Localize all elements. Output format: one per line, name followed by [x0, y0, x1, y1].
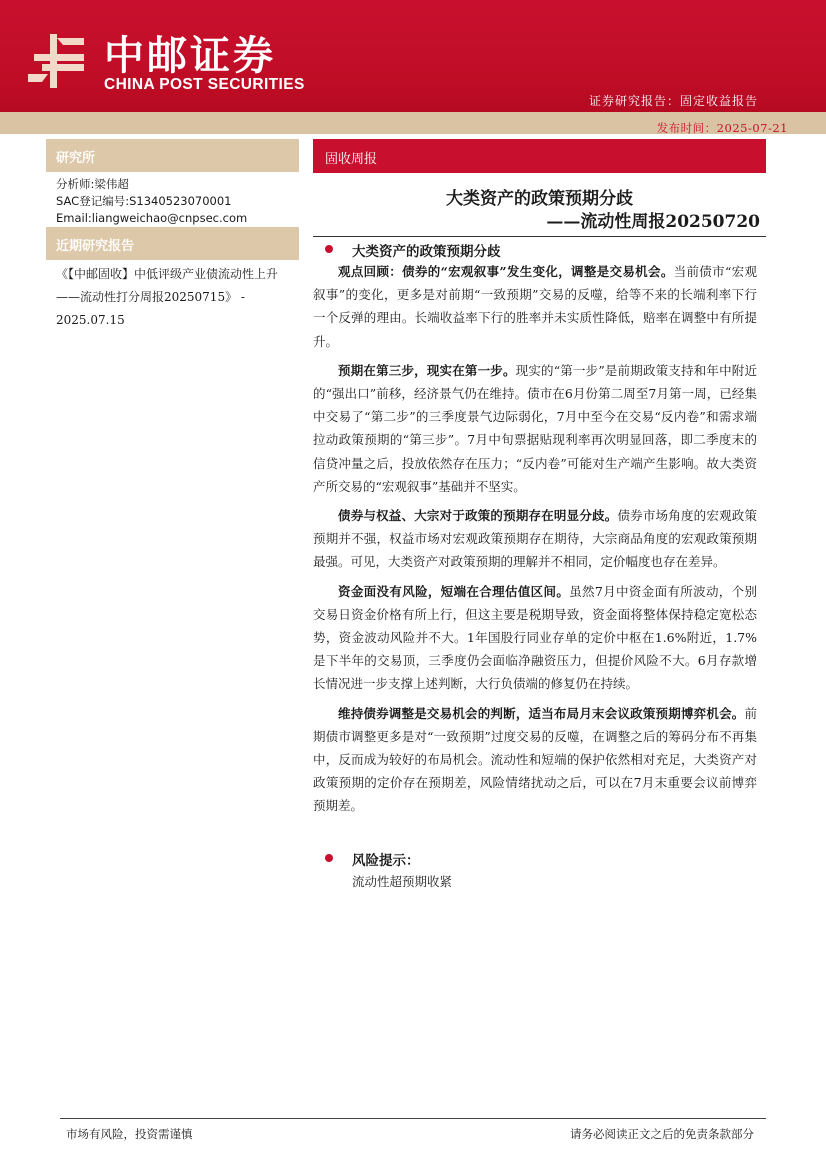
publish-date: 发布时间：2025-07-21	[656, 121, 788, 135]
risk-heading: 风险提示：	[352, 853, 420, 869]
paragraph	[313, 580, 757, 696]
recent-reports-box	[46, 227, 299, 260]
china-post-logo-icon	[28, 30, 90, 92]
paragraph-text: 虽然7月中资金面有所波动，个别交易日资金价格有所上行，但这主要是税期导致，资金面将整体保持稳定宽松态势，资金波动风险并不大。1年国股行同业存单的定价中枢在1.6%附近，1.7%是下半年的交易顶，三季度仍会面临净融资压力，但提价风险不大。6月存款增长情况进一步支撑上述判断，大行负债端的修复仍在持续。	[313, 583, 757, 692]
institute-box	[46, 139, 299, 172]
paragraph-lead: 资金面没有风险，短端在合理估值区间。	[338, 583, 570, 599]
sac-number: SAC登记编号:S1340523070001	[56, 194, 232, 208]
paragraph-lead: 预期在第三步，现实在第一步。	[338, 362, 516, 378]
bullet-icon	[325, 245, 333, 253]
paragraph-text: 前期债市调整更多是对“一致预期”过度交易的反噬，在调整之后的筹码分布不再集中，反而成为较好的布局机会。流动性和短端的保护依然相对充足，大类资产对政策预期的定价存在预期差，风险情绪扰动之后，可以在7月末重要会议前博弈预期差。	[313, 705, 757, 814]
report-body	[313, 260, 757, 824]
report-tag-bar	[313, 139, 766, 173]
brand-name-en: CHINA POST SECURITIES	[104, 76, 305, 93]
paragraph-lead: 维持债券调整是交易机会的判断，适当布局月末会议政策预期博弈机会。	[338, 705, 745, 721]
footer-risk-notice: 市场有风险，投资需谨慎	[66, 1127, 193, 1141]
risk-text: 流动性超预期收紧	[352, 874, 453, 889]
recent-reports-label: 近期研究报告	[56, 239, 135, 254]
institute-label: 研究所	[56, 151, 96, 166]
report-header	[0, 0, 826, 112]
recent-report-link[interactable]: 《【中邮固收】中低评级产业债流动性上升——流动性打分周报20250715》 - 2025.07.15	[56, 267, 279, 327]
paragraph	[313, 504, 757, 574]
paragraph-text: 现实的“第一步”是前期政策支持和年中附近的“强出口”前移，经济景气仍在维持。债市在6月份第二周至7月第一周，已经集中交易了“第二步”的三季度景气边际弱化，7月中至今在交易“反内卷”和需求端拉动政策预期的“第三步”。7月中旬票据贴现利率再次明显回落，即二季度末的信贷冲量之后，投放依然存在压力；“反内卷”可能对生产端产生影响。故大类资产所交易的“宏观叙事”基础并不坚实。	[313, 362, 757, 494]
paragraph	[313, 702, 757, 818]
report-title: 大类资产的政策预期分歧	[446, 189, 633, 209]
footer-disclaimer: 请务必阅读正文之后的免责条款部分	[570, 1127, 754, 1141]
footer-divider	[60, 1118, 766, 1119]
bullet-icon	[325, 854, 333, 862]
title-divider	[313, 236, 766, 237]
brand-name-cn: 中邮证券	[104, 33, 276, 79]
analyst-email[interactable]: Email:liangweichao@cnpsec.com	[56, 211, 248, 225]
paragraph	[313, 359, 757, 498]
report-type: 证券研究报告：固定收益报告	[588, 94, 758, 108]
paragraph	[313, 260, 757, 353]
section-heading: 大类资产的政策预期分歧	[352, 244, 501, 260]
paragraph-text: 债券市场角度的宏观政策预期并不强，权益市场对宏观政策预期存在期待，大宗商品角度的宏观政策预期最强。可见，大类资产对政策预期的理解并不相同，定价幅度也存在差异。	[313, 508, 757, 570]
paragraph-lead: 债券与权益、大宗对于政策的预期存在明显分歧。	[338, 508, 618, 524]
report-subtitle: ——流动性周报20250720	[546, 212, 760, 232]
paragraph-lead: 观点回顾：债券的“宏观叙事”发生变化，调整是交易机会。	[338, 264, 674, 279]
paragraph-text: 当前债市“宏观叙事”的变化，更多是对前期“一致预期”交易的反噬，给等不来的长端利率下行一个反弹的理由。长端收益率下行的胜率并未实质性降低，赔率在调整中有所提升。	[313, 264, 757, 349]
analyst-name: 分析师:梁伟超	[56, 177, 129, 191]
report-tag: 固收周报	[325, 152, 378, 167]
